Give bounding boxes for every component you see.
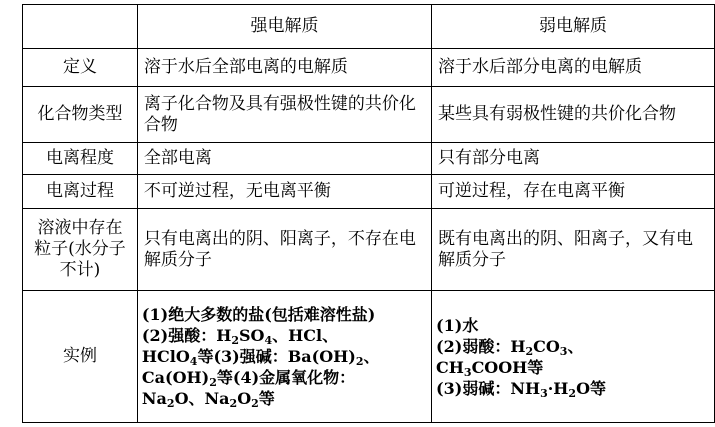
text: 、 bbox=[363, 347, 380, 366]
text: 等 bbox=[258, 389, 275, 408]
formula-text: SO bbox=[238, 326, 265, 345]
weak-example-line bbox=[436, 357, 710, 378]
strong-cell: 不可逆过程，无电离平衡 bbox=[137, 175, 431, 209]
weak-cell: 只有部分电离 bbox=[432, 143, 715, 175]
strong-cell: 离子化合物及具有强极性键的共价化合物 bbox=[137, 87, 431, 143]
subscript: 2 bbox=[355, 355, 364, 368]
subscript: 4 bbox=[264, 334, 273, 347]
formula-text: H bbox=[510, 336, 526, 356]
formula-text: Na bbox=[141, 389, 167, 408]
formula-text: Ca(OH) bbox=[141, 368, 210, 387]
text: (1)绝大多数的盐(包括难溶性盐) bbox=[141, 305, 376, 324]
weak-examples bbox=[432, 291, 715, 423]
row-ionization-degree bbox=[23, 143, 715, 175]
text: 、 bbox=[567, 336, 584, 356]
strong-cell: 溶于水后全部电离的电解质 bbox=[137, 49, 431, 87]
strong-cell: 只有电离出的阴、阳离子，不存在电解质分子 bbox=[137, 209, 431, 291]
row-definition bbox=[23, 49, 715, 87]
header-weak: 弱电解质 bbox=[432, 5, 715, 49]
subscript: 2 bbox=[231, 334, 239, 347]
header-row bbox=[23, 5, 715, 49]
text: 、HCl、 bbox=[272, 326, 339, 345]
strong-example-line bbox=[142, 388, 427, 409]
row-label: 定义 bbox=[23, 49, 138, 87]
header-empty bbox=[23, 5, 138, 49]
row-label: 电离过程 bbox=[23, 175, 138, 209]
formula-text: H bbox=[216, 326, 232, 345]
formula-text: HClO bbox=[141, 347, 190, 366]
weak-cell: 可逆过程，存在电离平衡 bbox=[432, 175, 715, 209]
text: 等(4)金属氧化物： bbox=[216, 368, 356, 387]
row-label: 化合物类型 bbox=[23, 87, 138, 143]
text: (1)水 bbox=[436, 315, 479, 335]
subscript: 2 bbox=[229, 397, 238, 410]
formula-text: Na bbox=[204, 389, 230, 408]
subscript: 3 bbox=[540, 386, 548, 400]
text: 等 bbox=[527, 357, 544, 377]
subscript: 4 bbox=[189, 355, 198, 368]
subscript: 3 bbox=[559, 344, 568, 358]
strong-cell: 全部电离 bbox=[137, 143, 431, 175]
row-compound-type bbox=[23, 87, 715, 143]
subscript: 2 bbox=[251, 397, 259, 410]
strong-example-line bbox=[142, 325, 427, 346]
subscript: 2 bbox=[166, 397, 175, 410]
strong-example-line bbox=[142, 367, 427, 388]
row-particles bbox=[23, 209, 715, 291]
text: 等(3)强碱：Ba(OH) bbox=[197, 347, 356, 366]
text: (3)弱碱：NH bbox=[436, 378, 541, 398]
formula-text: O bbox=[237, 389, 252, 408]
formula-text: COOH bbox=[471, 357, 528, 377]
strong-example-line bbox=[142, 304, 427, 325]
subscript: 3 bbox=[463, 365, 472, 379]
row-ionization-process bbox=[23, 175, 715, 209]
text: O等 bbox=[576, 378, 607, 398]
subscript: 2 bbox=[209, 376, 217, 389]
weak-example-line bbox=[436, 315, 710, 336]
row-label: 电离程度 bbox=[23, 143, 138, 175]
formula-text: CH bbox=[436, 357, 464, 377]
weak-cell: 某些具有弱极性键的共价化合物 bbox=[432, 87, 715, 143]
row-examples bbox=[23, 291, 715, 423]
weak-cell: 既有电离出的阴、阳离子，又有电解质分子 bbox=[432, 209, 715, 291]
weak-example-line bbox=[436, 378, 710, 399]
weak-cell: 溶于水后部分电离的电解质 bbox=[432, 49, 715, 87]
text: ·H bbox=[547, 378, 569, 398]
weak-example-line bbox=[436, 336, 710, 357]
formula-text: CO bbox=[533, 336, 560, 356]
header-strong: 强电解质 bbox=[137, 5, 431, 49]
strong-example-line bbox=[142, 346, 427, 367]
row-label: 溶液中存在粒子(水分子不计) bbox=[23, 209, 138, 291]
formula-text: O、 bbox=[174, 389, 205, 408]
subscript: 2 bbox=[568, 386, 577, 400]
text: (2)弱酸： bbox=[436, 336, 511, 356]
strong-examples bbox=[137, 291, 431, 423]
text: (2)强酸： bbox=[141, 326, 217, 345]
subscript: 2 bbox=[525, 344, 534, 358]
row-label: 实例 bbox=[23, 291, 138, 423]
electrolyte-comparison-table bbox=[22, 4, 715, 423]
